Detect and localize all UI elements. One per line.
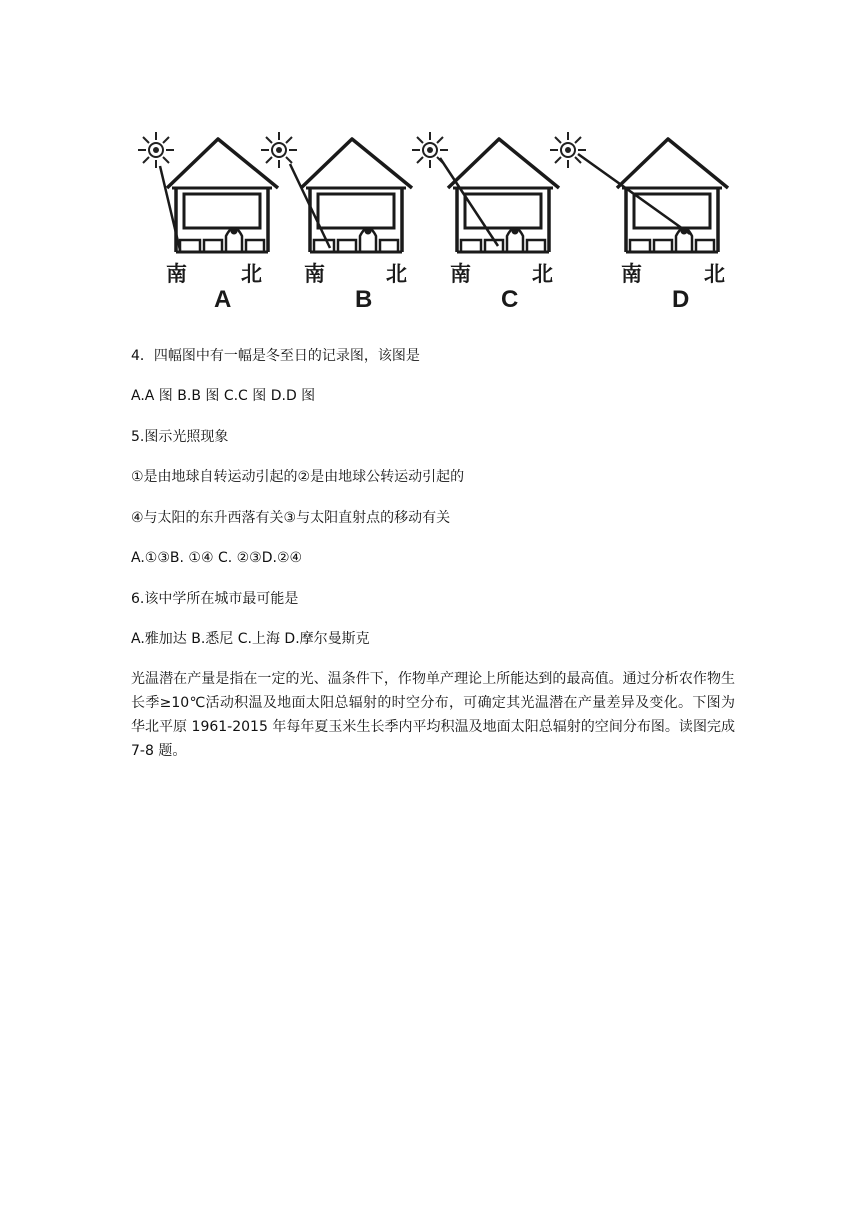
question-6-options: A.雅加达 B.悉尼 C.上海 D.摩尔曼斯克 [131, 631, 370, 647]
north-label: 北 [532, 262, 553, 286]
question-6-stem: 6.该中学所在城市最可能是 [131, 591, 299, 607]
panel-label: B [355, 286, 373, 313]
question-5-stem: 5.图示光照现象 [131, 429, 229, 445]
south-label: 南 [450, 262, 471, 286]
question-4-options: A.A 图 B.B 图 C.C 图 D.D 图 [131, 388, 316, 404]
north-label: 北 [386, 262, 407, 286]
question-4-stem: 4．四幅图中有一幅是冬至日的记录图，该图是 [131, 348, 420, 364]
north-label: 北 [704, 262, 725, 286]
question-5-options: A.①③B. ①④ C. ②③D.②④ [131, 550, 303, 566]
panel-label: D [672, 286, 690, 313]
question-5-statement-2: ④与太阳的东升西落有关③与太阳直射点的移动有关 [131, 510, 451, 526]
question-5-statement-1: ①是由地球自转运动引起的②是由地球公转运动引起的 [131, 469, 465, 485]
sunlight-house-figure [132, 122, 732, 322]
north-label: 北 [241, 262, 262, 286]
passage-paragraph: 光温潜在产量是指在一定的光、温条件下，作物单产理论上所能达到的最高值。通过分析农作物生长季≥10℃活动积温及地面太阳总辐射的时空分布，可确定其光温潜在产量差异及变化。下图为华北平原 1961-2015 年每年夏玉米生长季内平均积温及地面太阳总辐射的空间分布图。读图完成 7-8 题。 [131, 671, 735, 759]
south-label: 南 [621, 262, 642, 286]
south-label: 南 [304, 262, 325, 286]
panel-label: C [501, 286, 519, 313]
panel-label: A [214, 286, 232, 313]
sun-ray-d [132, 122, 732, 322]
south-label: 南 [166, 262, 187, 286]
